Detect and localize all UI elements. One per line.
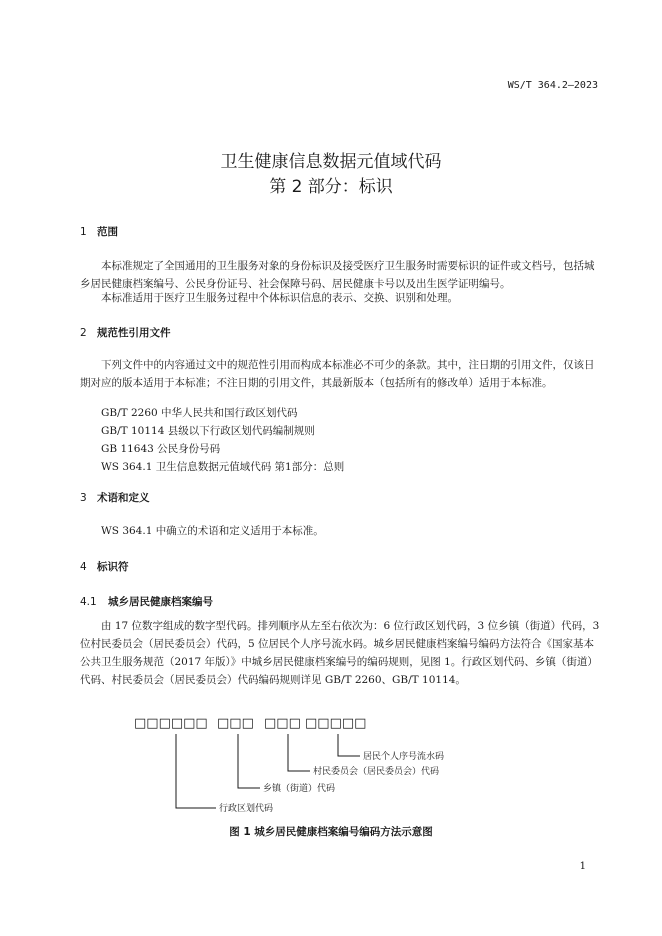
paragraph: 本标准规定了全国通用的卫生服务对象的身份标识及接受医疗卫生服务时需要标识的证件或文档号，包括城乡居民健康档案编号、公民身份证号、社会保障号码、居民健康卡号以及出生医学证明编号。 — [80, 260, 595, 290]
label-serial-code: 居民个人序号流水码 — [363, 752, 445, 762]
paragraph: 本标准适用于医疗卫生服务过程中个体标识信息的表示、交换、识别和处理。 — [101, 292, 458, 304]
paragraph: 下列文件中的内容通过文中的规范性引用而构成本标准必不可少的条款。其中，注日期的引用文件，仅该日期对应的版本适用于本标准；不注日期的引用文件，其最新版本（包括所有的修改单）适用于本标准。 — [80, 359, 595, 389]
connector-line — [238, 734, 260, 788]
section-number: 2 — [80, 327, 87, 339]
connector-line — [288, 734, 310, 771]
paragraph: 由 17 位数字组成的数字型代码。排列顺序从左至右依次为：6 位行政区划代码，3 位乡镇（街道）代码，3 位村民委员会（居民委员会）代码，5 位居民个人序号流水码。城乡居民健康档案编号编码方法符合《国家基本公共卫生服务规范（2017 年版）》中城乡居民健康档案编号的编码规则，见图 1。行政区划代码、乡镇（街道）代码、村民委员会（居民委员会）代码编码规则详见 GB/T 2260、GB/T 10114。 — [80, 620, 600, 686]
connector-line — [176, 734, 216, 808]
encoding-diagram — [130, 713, 470, 821]
subsection-heading-health-record-id — [80, 594, 213, 609]
digit-boxes-village: □□□ — [264, 716, 301, 731]
reference-item: GB/T 2260 中华人民共和国行政区划代码 — [101, 407, 298, 419]
digit-boxes-serial: □□□□□ — [305, 716, 367, 731]
section-number: 4 — [80, 561, 87, 573]
reference-item: WS 364.1 卫生信息数据元值域代码 第1部分：总则 — [101, 461, 345, 473]
digit-boxes-admin: □□□□□□ — [134, 716, 208, 731]
paragraph: WS 364.1 中确立的术语和定义适用于本标准。 — [101, 525, 324, 537]
reference-item: GB/T 10114 县级以下行政区划代码编制规则 — [101, 425, 315, 437]
section-number: 4.1 — [80, 596, 97, 608]
label-village-code: 村民委员会（居民委员会）代码 — [313, 767, 440, 777]
figure-caption: 图 1 城乡居民健康档案编号编码方法示意图 — [229, 826, 433, 838]
reference-item: GB 11643 公民身份号码 — [101, 443, 221, 455]
section-heading-scope — [80, 224, 118, 239]
section-title: 规范性引用文件 — [97, 327, 171, 339]
section-number: 1 — [80, 226, 87, 238]
page-number: 1 — [579, 861, 586, 872]
section-title: 城乡居民健康档案编号 — [108, 596, 213, 608]
section-title: 范围 — [97, 226, 118, 238]
section-heading-identifiers — [80, 559, 129, 574]
section-title: 标识符 — [97, 561, 129, 573]
label-township-code: 乡镇（街道）代码 — [263, 784, 336, 794]
digit-boxes-township: □□□ — [217, 716, 254, 731]
standard-code: WS/T 364.2—2023 — [507, 80, 598, 91]
section-title: 术语和定义 — [97, 492, 150, 504]
document-title: 卫生健康信息数据元值域代码 — [220, 152, 442, 172]
label-admin-code: 行政区划代码 — [219, 804, 274, 814]
section-heading-terms — [80, 490, 150, 505]
section-heading-references — [80, 325, 171, 340]
connector-line — [338, 734, 360, 756]
document-subtitle: 第 2 部分：标识 — [269, 177, 393, 197]
section-number: 3 — [80, 492, 87, 504]
